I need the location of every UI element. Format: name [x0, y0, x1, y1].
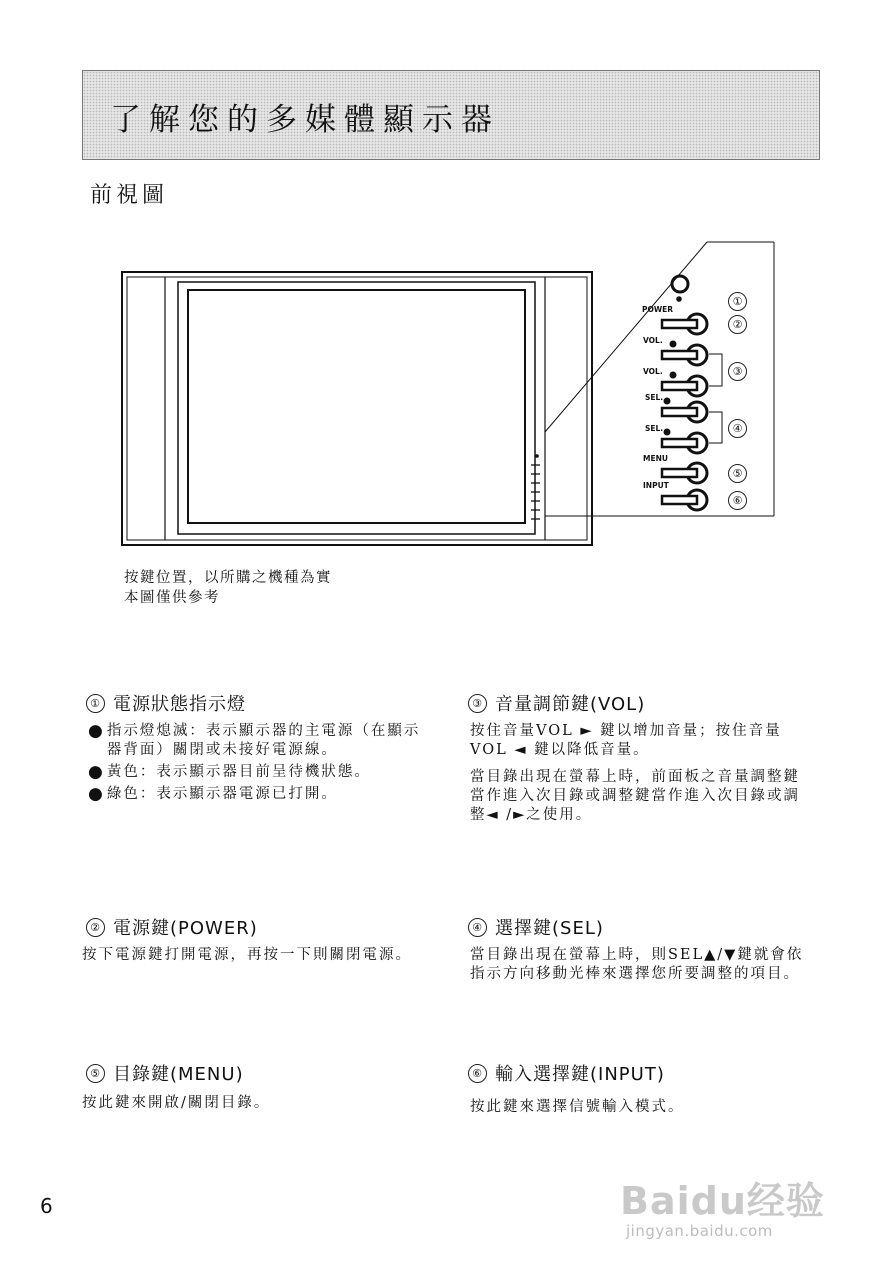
section-select-body: 當目錄出現在螢幕上時，則SEL▲/▼鍵就會依指示方向移動光棒來選擇您所要調整的項目。: [470, 947, 804, 982]
panel-button-label: MENU: [643, 454, 668, 463]
panel-button-label: VOL.: [643, 336, 663, 345]
panel-button-menu: [662, 463, 707, 483]
section-number: ⑤: [86, 1064, 105, 1083]
page-number: 6: [40, 1194, 53, 1218]
front-led-dot: [535, 454, 539, 458]
section-title: 電源狀態指示燈: [113, 694, 246, 715]
section-number: ②: [86, 918, 105, 937]
direction-dot-icon: [664, 398, 671, 405]
section-title: 選擇鍵(SEL): [495, 918, 604, 939]
panel-button-sel: [662, 429, 707, 454]
section-menu-body: 按此鍵來開啟/關閉目錄。: [82, 1095, 271, 1111]
panel-button-vol: [662, 341, 707, 366]
panel-button-number: ⑤: [728, 464, 747, 483]
direction-dot-icon: [670, 341, 677, 348]
screen: [188, 290, 525, 523]
panel-button-input: [662, 490, 707, 510]
power-led-icon: [672, 276, 688, 292]
panel-button-vol: [662, 372, 707, 397]
zoom-line-top: [545, 242, 707, 432]
caption-line-1: 按鍵位置，以所購之機種為實: [124, 570, 332, 586]
watermark-url: jingyan.baidu.com: [626, 1222, 773, 1240]
section-title: 音量調節鍵(VOL): [495, 694, 646, 715]
section-power-key-heading: [86, 914, 258, 940]
panel-button-number: ④: [728, 419, 747, 438]
panel-button-number: ⑥: [728, 491, 747, 510]
section-menu-heading: [86, 1060, 244, 1086]
caption-line-2: 本圖僅供參考: [124, 590, 220, 606]
screen-bezel: [178, 282, 535, 534]
panel-button-power: [662, 314, 707, 334]
section-title: 輸入選擇鍵(INPUT): [495, 1064, 665, 1085]
sel-bracket: [709, 412, 722, 443]
monitor-outer-frame: [122, 272, 592, 545]
section-power-indicator-body: [88, 722, 433, 807]
panel-button-label: SEL.: [645, 424, 664, 433]
panel-button-number: ③: [728, 362, 747, 381]
section-title: 目錄鍵(MENU): [113, 1064, 244, 1085]
section-volume-heading: [468, 690, 645, 716]
list-item: ● 綠色：表示顯示器電源已打開。: [88, 784, 338, 804]
page-title: 了解您的多媒體顯示器: [110, 102, 500, 138]
monitor-inner-frame: [127, 277, 587, 540]
section-number: ④: [468, 918, 487, 937]
section-number: ①: [86, 694, 105, 713]
panel-button-label: INPUT: [643, 481, 669, 490]
paragraph: 當目錄出現在螢幕上時，前面板之音量調整鍵當作進入次目錄或調整鍵當作進入次目錄或調整◄ /►之使用。: [470, 769, 800, 823]
vol-bracket: [709, 354, 722, 386]
section-title: 電源鍵(POWER): [113, 918, 258, 939]
direction-dot-icon: [664, 429, 671, 436]
list-item: ● 黃色：表示顯示器目前呈待機狀態。: [88, 762, 371, 782]
direction-dot-icon: [670, 372, 677, 379]
panel-button-number: ②: [728, 315, 747, 334]
section-number: ③: [468, 694, 487, 713]
panel-button-label: VOL.: [643, 367, 663, 376]
list-item: ● 指示燈熄滅：表示顯示器的主電源（在顯示器背面）關閉或未接好電源線。: [88, 721, 421, 758]
section-input-body: 按此鍵來選擇信號輸入模式。: [470, 1099, 685, 1115]
watermark-logo: Baidu经验: [620, 1179, 825, 1223]
section-select-heading: [468, 914, 604, 940]
panel-button-label: POWER: [642, 305, 674, 314]
panel-button-sel: [662, 398, 707, 423]
panel-button-label: SEL.: [645, 393, 664, 402]
section-power-key-body: 按下電源鍵打開電源，再按一下則關閉電源。: [82, 947, 412, 963]
front-view-heading: 前視圖: [90, 183, 169, 208]
section-number: ⑥: [468, 1064, 487, 1083]
indicator-number: ①: [728, 292, 747, 311]
section-power-indicator-heading: [86, 690, 246, 716]
paragraph: 按住音量VOL ► 鍵以增加音量；按住音量VOL ◄ 鍵以降低音量。: [470, 723, 782, 758]
section-input-heading: [468, 1060, 665, 1086]
power-led-dot: [676, 296, 682, 302]
section-volume-body: [470, 722, 815, 825]
